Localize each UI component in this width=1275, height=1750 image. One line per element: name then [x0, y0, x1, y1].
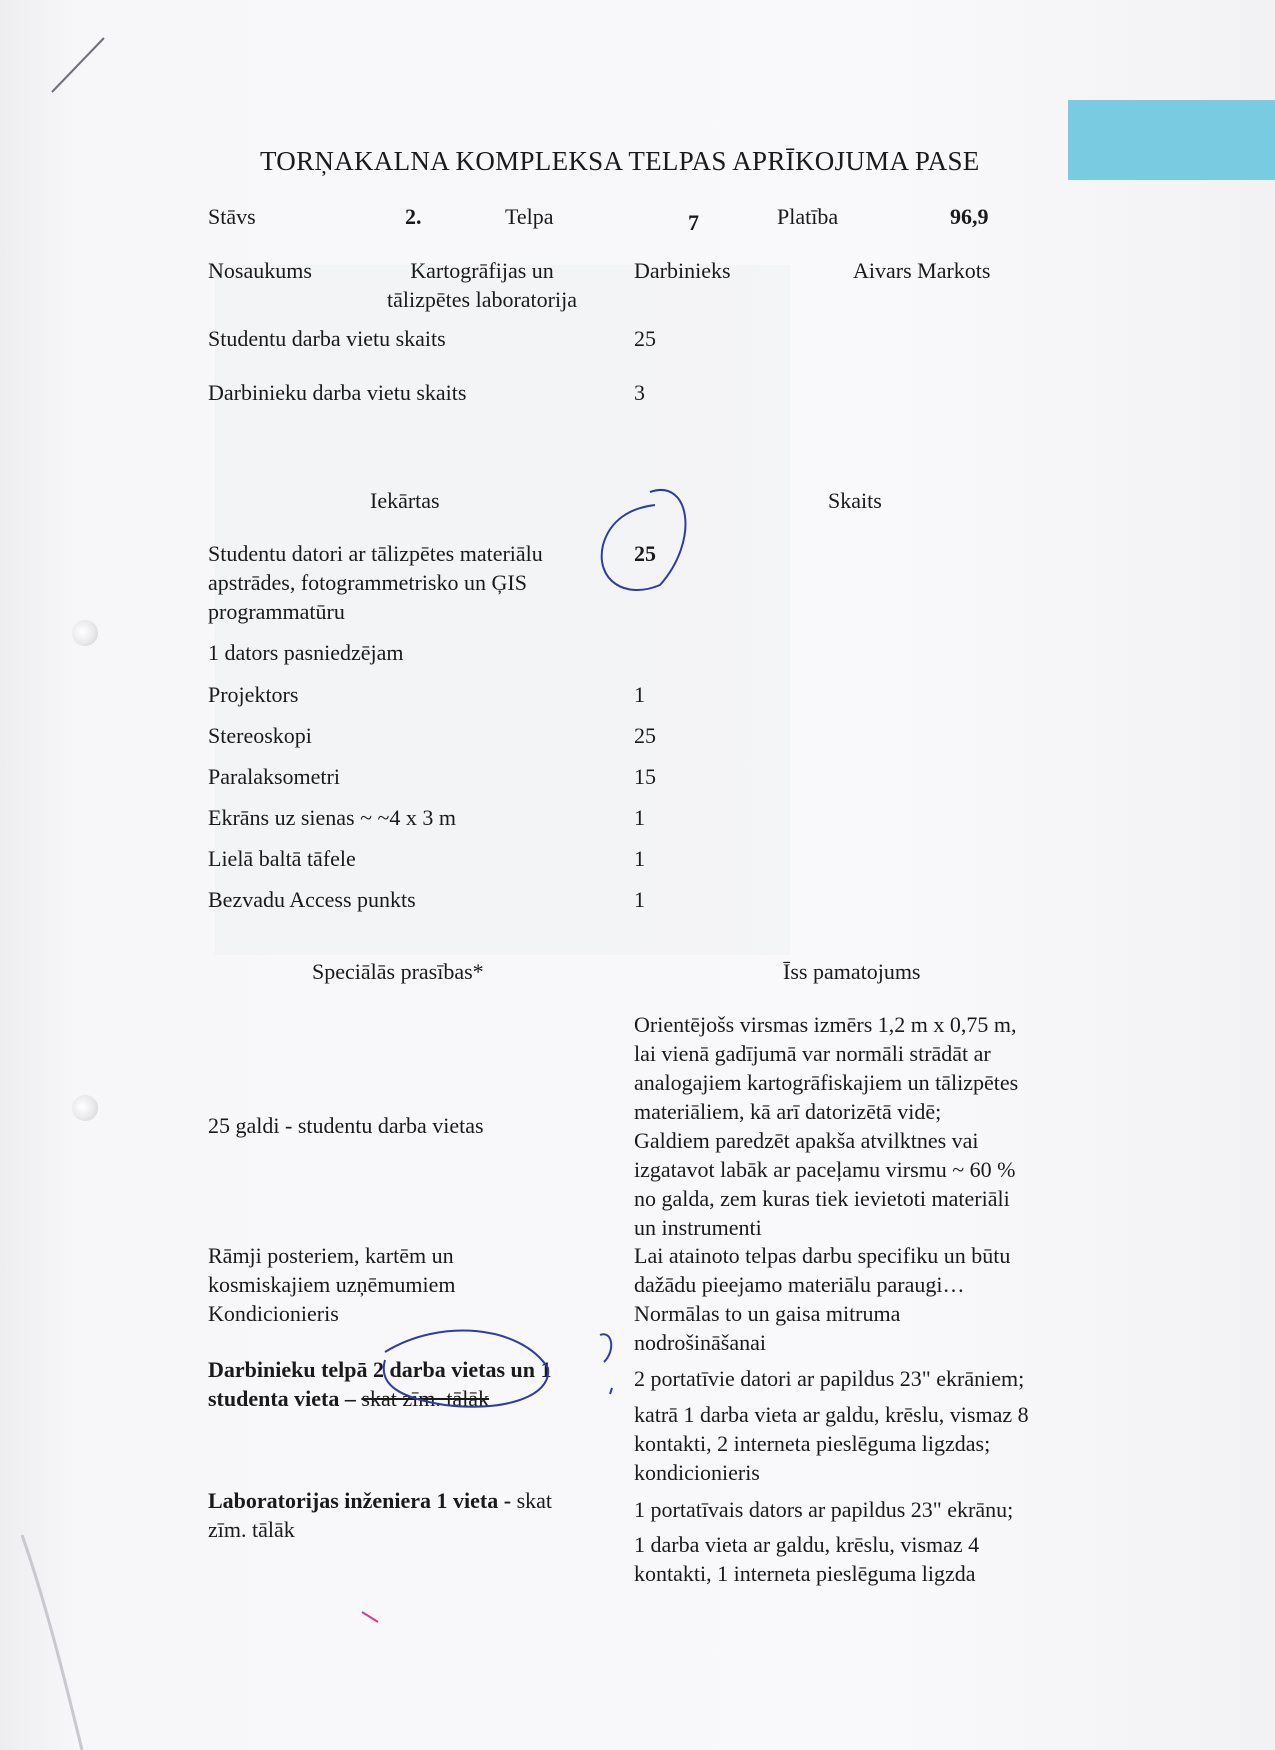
- equipment-count: 1: [634, 682, 645, 707]
- justification-text: katrā 1 darba vieta ar galdu, krēslu, vismaz 8 kontakti, 2 interneta pieslēguma ligzdas; kondicionieris: [634, 1402, 1029, 1485]
- students-count-value: 25: [634, 326, 656, 351]
- requirements-header: Speciālās prasības*: [312, 959, 484, 984]
- requirement-item: Rāmji posteriem, kartēm un kosmiskajiem uzņēmumiem Kondicionieris: [208, 1243, 456, 1326]
- requirement-item: 25 galdi - studentu darba vietas: [208, 1113, 484, 1138]
- telpa-label: Telpa: [505, 204, 554, 229]
- staff-count-label: Darbinieku darba vietu skaits: [208, 380, 467, 405]
- page-fold-edge: [22, 1535, 82, 1750]
- staff-count-value: 3: [634, 380, 645, 405]
- stavs-value: 2.: [405, 204, 422, 229]
- pen-mark: [600, 1334, 612, 1394]
- requirement-item: zīm. tālāk: [208, 1517, 295, 1542]
- requirement-item-bold: Darbinieku telpā 2 darba vietas un 1: [208, 1357, 552, 1382]
- equipment-count: 25: [634, 723, 656, 748]
- equipment-item: 1 dators pasniedzējam: [208, 640, 404, 665]
- equipment-item: Stereoskopi: [208, 723, 312, 748]
- pen-loop: [384, 1330, 548, 1406]
- equipment-count: 1: [634, 805, 645, 830]
- stavs-label: Stāvs: [208, 204, 256, 229]
- equipment-count: 1: [634, 846, 645, 871]
- telpa-value: 7: [688, 210, 699, 235]
- justification-text: Orientējošs virsmas izmērs 1,2 m x 0,75 m, lai vienā gadījumā var normāli strādāt ar analogajiem kartogrāfiskajiem un tālizpētes materiāliem, kā arī datorizētā vidē; Galdiem paredzēt apakša atvilktnes vai izgatavot labāk ar paceļamu virsmu ~ 60 % no galda, zem kuras tiek ievietoti materiāli un instrumenti: [634, 1012, 1019, 1240]
- pen-circle-25: [602, 490, 686, 590]
- equipment-item: Studentu datori ar tālizpētes materiālu apstrādes, fotogrammetrisko un ĢIS programmatūru: [208, 541, 543, 624]
- page-title: TORŅAKALNA KOMPLEKSA TELPAS APRĪKOJUMA PASE: [260, 146, 980, 176]
- justification-header: Īss pamatojums: [783, 959, 921, 984]
- equipment-count: 25: [634, 541, 656, 566]
- darbinieks-label: Darbinieks: [634, 258, 731, 283]
- justification-text: 1 darba vieta ar galdu, krēslu, vismaz 4 kontakti, 1 interneta pieslēguma ligzda: [634, 1532, 980, 1586]
- justification-text: 2 portatīvie datori ar papildus 23" ekrāniem;: [634, 1366, 1025, 1391]
- scratch-mark: [52, 38, 104, 92]
- equipment-item: Paralaksometri: [208, 764, 340, 789]
- darbinieks-value: Aivars Markots: [853, 258, 991, 283]
- magenta-mark: [362, 1612, 378, 1622]
- nosaukums-value: Kartogrāfijas un tālizpētes laboratorija: [387, 258, 577, 312]
- justification-text: 1 portatīvais dators ar papildus 23" ekrānu;: [634, 1497, 1014, 1522]
- requirement-bold-part: Laboratorijas inženiera 1 vieta -: [208, 1488, 512, 1513]
- equipment-count: 1: [634, 887, 645, 912]
- equipment-item: Bezvadu Access punkts: [208, 887, 416, 912]
- equipment-item: Ekrāns uz sienas ~ ~4 x 3 m: [208, 805, 457, 830]
- requirement-bold-part: studenta vieta –: [208, 1386, 356, 1411]
- platiba-value: 96,9: [950, 204, 989, 229]
- struck-reference: skat zīm. tālāk: [361, 1386, 490, 1411]
- requirement-plain-part: skat: [516, 1488, 553, 1513]
- nosaukums-label: Nosaukums: [208, 258, 312, 283]
- students-count-label: Studentu darba vietu skaits: [208, 326, 446, 351]
- platiba-label: Platība: [777, 204, 839, 229]
- justification-text: Lai atainoto telpas darbu specifiku un būtu dažādu pieejamo materiālu paraugi… Normālas to un gaisa mitruma nodrošināšanai: [634, 1243, 1011, 1355]
- equipment-item: Projektors: [208, 682, 299, 707]
- count-header: Skaits: [828, 488, 882, 513]
- equipment-header: Iekārtas: [370, 488, 440, 513]
- equipment-item: Lielā baltā tāfele: [208, 846, 356, 871]
- equipment-count: 15: [634, 764, 656, 789]
